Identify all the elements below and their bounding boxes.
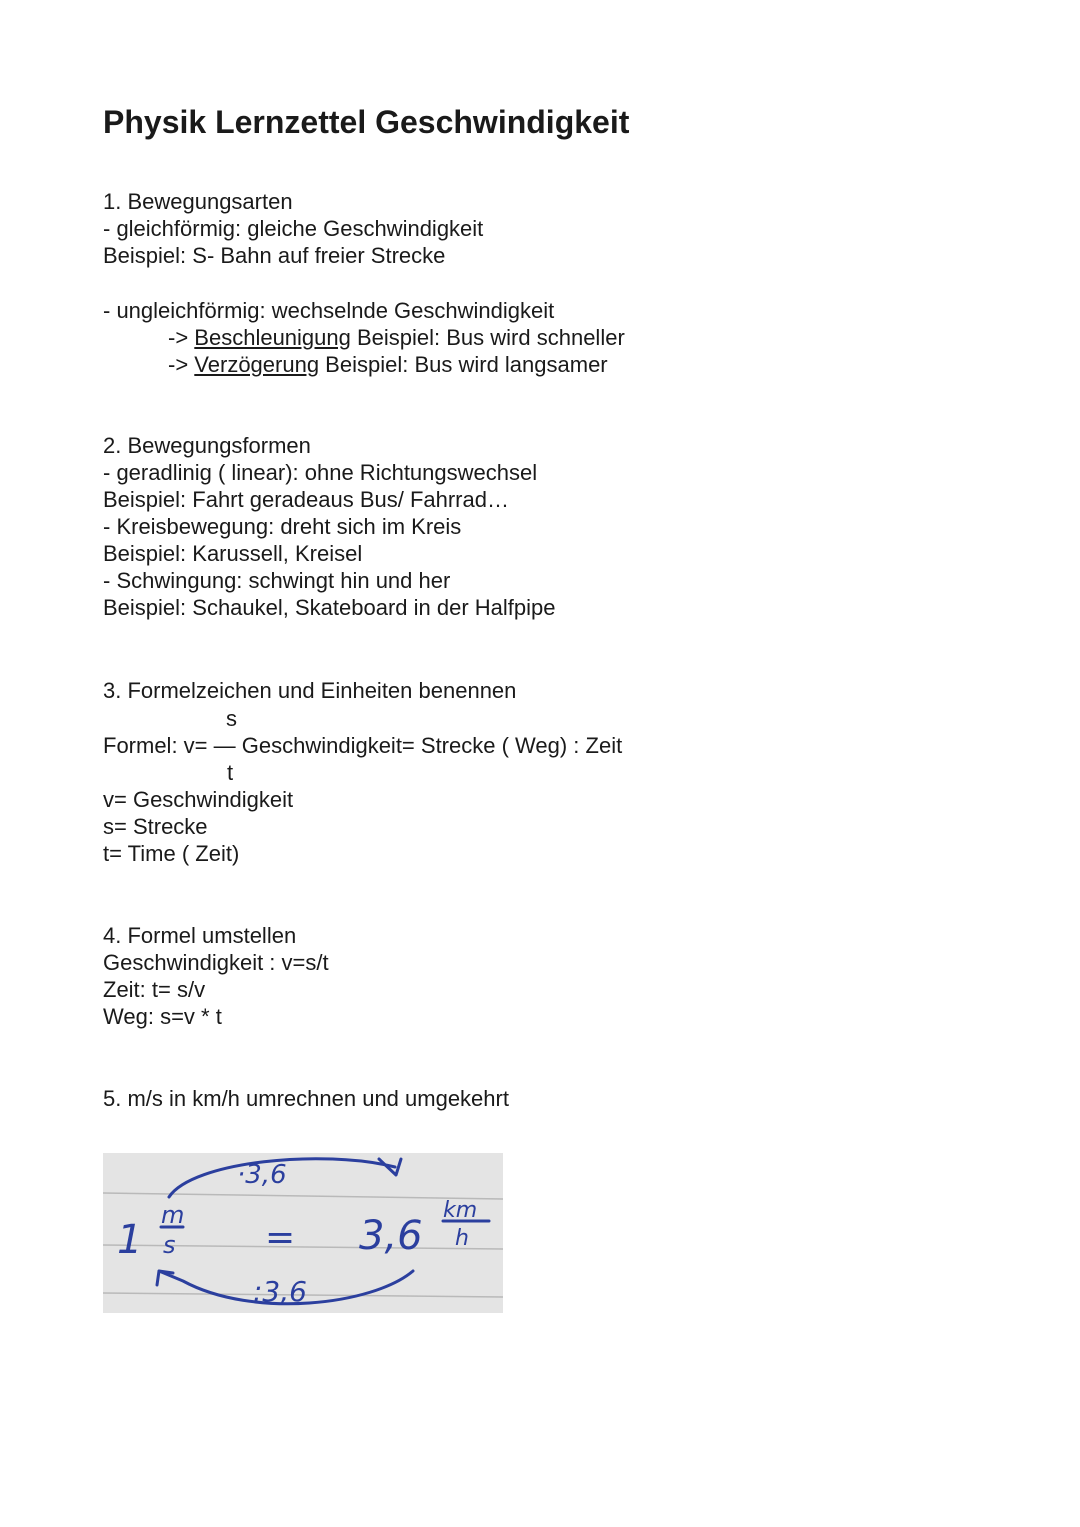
section2-item-circular-example: Beispiel: Karussell, Kreisel: [103, 541, 363, 566]
left-value: 1: [117, 1217, 143, 1263]
section2-item-linear-example: Beispiel: Fahrt geradeaus Bus/ Fahrrad…: [103, 487, 509, 512]
section1-item-nonuniform: - ungleichförmig: wechselnde Geschwindigkeit: [103, 298, 555, 323]
right-unit-denominator: h: [455, 1226, 469, 1251]
formula-denominator: t: [227, 760, 234, 785]
deceleration-example: Beispiel: Bus wird langsamer: [319, 352, 608, 377]
rearranged-distance: Weg: s=v * t: [103, 1004, 222, 1029]
acceleration-example: Beispiel: Bus wird schneller: [350, 325, 625, 350]
section2-item-circular: - Kreisbewegung: dreht sich im Kreis: [103, 514, 462, 539]
rearranged-time: Zeit: t= s/v: [103, 977, 206, 1002]
top-label-multiply: ·3,6: [237, 1160, 287, 1190]
definition-t: t= Time ( Zeit): [103, 841, 240, 866]
section2-heading: 2. Bewegungsformen: [103, 433, 311, 458]
section4-heading: 4. Formel umstellen: [103, 923, 297, 948]
handwritten-conversion-drawing: [103, 1153, 503, 1313]
section1-item-uniform: - gleichförmig: gleiche Geschwindigkeit: [103, 216, 484, 241]
section1-sub-acceleration: [168, 324, 625, 351]
rearranged-speed: Geschwindigkeit : v=s/t: [103, 950, 329, 975]
section2-item-linear: - geradlinig ( linear): ohne Richtungswechsel: [103, 460, 538, 485]
term-acceleration: Beschleunigung: [194, 325, 351, 350]
section1-item-uniform-example: Beispiel: S- Bahn auf freier Strecke: [103, 243, 446, 268]
section1-sub-deceleration: [168, 351, 608, 378]
right-unit-numerator: km: [443, 1198, 478, 1223]
arrow-prefix: ->: [168, 352, 195, 377]
formula-line: Formel: v= — Geschwindigkeit= Strecke ( Weg) : Zeit: [103, 733, 623, 758]
page-title: Physik Lernzettel Geschwindigkeit: [103, 104, 630, 140]
section5-heading: 5. m/s in km/h umrechnen und umgekehrt: [103, 1086, 509, 1111]
definition-v: v= Geschwindigkeit: [103, 787, 294, 812]
formula-numerator: s: [226, 706, 237, 731]
section1-heading: 1. Bewegungsarten: [103, 189, 293, 214]
bottom-label-divide: :3,6: [253, 1275, 307, 1308]
arrow-prefix: ->: [168, 325, 195, 350]
definition-s: s= Strecke: [103, 814, 208, 839]
section2-item-oscillation-example: Beispiel: Schaukel, Skateboard in der Halfpipe: [103, 595, 556, 620]
term-deceleration: Verzögerung: [194, 352, 320, 377]
section2-item-oscillation: - Schwingung: schwingt hin und her: [103, 568, 451, 593]
section3-heading: 3. Formelzeichen und Einheiten benennen: [103, 678, 517, 703]
equals-sign: =: [265, 1217, 296, 1258]
left-unit-numerator: m: [161, 1201, 185, 1229]
handwritten-conversion-photo: [103, 1153, 503, 1313]
right-value: 3,6: [359, 1213, 423, 1259]
left-unit-denominator: s: [163, 1231, 176, 1259]
